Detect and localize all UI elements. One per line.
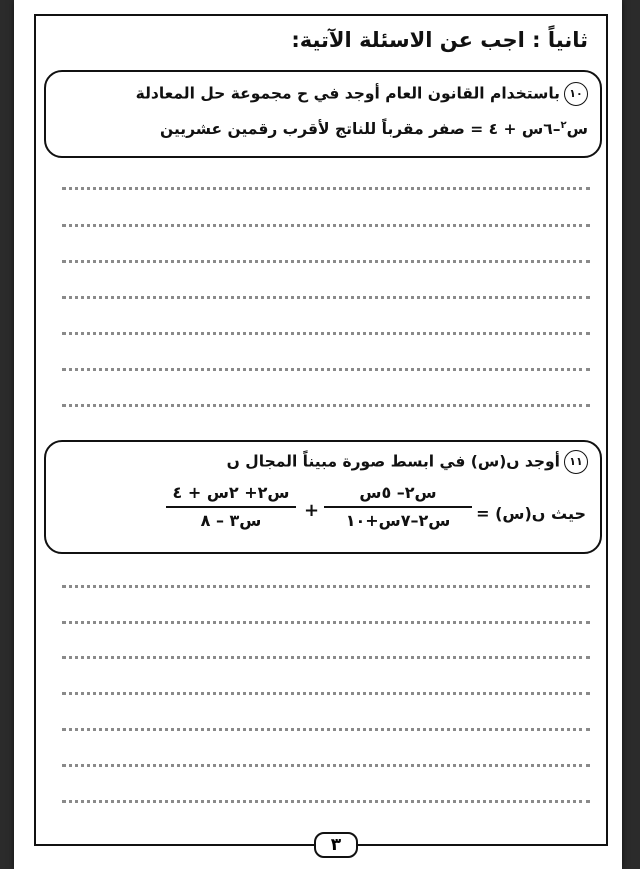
section-title: ثانياً : اجب عن الاسئلة الآتية: bbox=[291, 28, 588, 52]
page-number: ٣ bbox=[314, 832, 358, 858]
answer-line bbox=[62, 260, 590, 263]
question-11-box bbox=[44, 440, 602, 554]
question-11-line-1 bbox=[227, 450, 588, 474]
question-10-line-1 bbox=[136, 82, 588, 106]
question-10-box bbox=[44, 70, 602, 158]
answer-line bbox=[62, 368, 590, 371]
fraction-1-bar bbox=[324, 506, 472, 508]
question-10-exponent: ٢ bbox=[560, 120, 567, 131]
answer-line bbox=[62, 404, 590, 407]
fraction-1 bbox=[324, 482, 472, 532]
question-11-text: أوجد ں(س) في ابسط صورة مبيناً المجال ں bbox=[226, 452, 560, 471]
question-11-number: ١١ bbox=[564, 450, 588, 474]
answer-line bbox=[62, 187, 590, 190]
fraction-1-numerator: س٢– ٥س bbox=[359, 483, 437, 502]
answer-line bbox=[62, 656, 590, 659]
fraction-2-denominator: س٣ – ٨ bbox=[200, 511, 262, 530]
question-10-equation-s: س bbox=[566, 120, 588, 139]
fraction-2-numerator: س٢+ ٢س + ٤ bbox=[172, 483, 290, 502]
answer-line bbox=[62, 585, 590, 588]
question-10-number: ١٠ bbox=[564, 82, 588, 106]
function-definition-label: حيث ں(س) = bbox=[476, 504, 586, 523]
answer-line bbox=[62, 764, 590, 767]
answer-line bbox=[62, 692, 590, 695]
answer-line bbox=[62, 728, 590, 731]
answer-line bbox=[62, 296, 590, 299]
worksheet-page bbox=[14, 0, 622, 869]
question-10-text: باستخدام القانون العام أوجد في ح مجموعة حل المعادلة bbox=[135, 84, 560, 103]
question-10-line-2 bbox=[160, 120, 588, 138]
answer-line bbox=[62, 332, 590, 335]
question-10-equation-rest: –٦س + ٤ = صفر مقرباً للناتج لأقرب رقمين عشريين bbox=[160, 120, 561, 139]
fraction-2 bbox=[166, 482, 296, 532]
answer-line bbox=[62, 224, 590, 227]
answer-line bbox=[62, 800, 590, 803]
plus-sign: + bbox=[304, 500, 320, 521]
fraction-1-denominator: س٢–٧س+١٠ bbox=[345, 511, 451, 530]
answer-line bbox=[62, 621, 590, 624]
fraction-2-bar bbox=[166, 506, 296, 508]
